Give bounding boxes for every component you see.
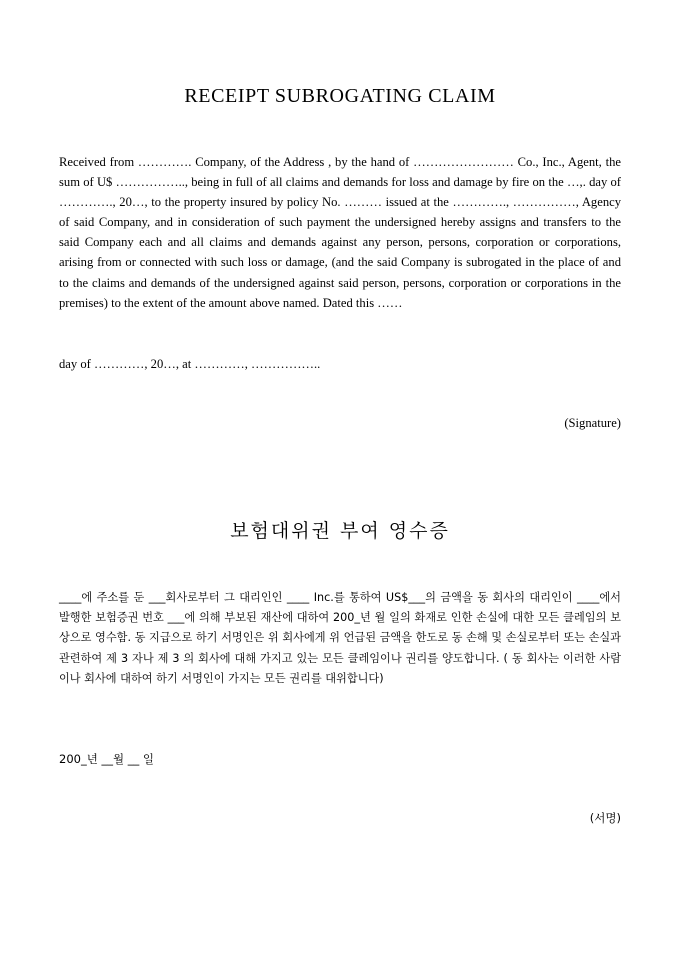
english-day-line: day of …………, 20…, at …………, …………….. (59, 357, 321, 371)
english-signature-label: (Signature) (564, 416, 621, 430)
english-body-paragraph: Received from …………. Company, of the Address , by the hand of …………………… Co., Inc., Agent, the sum of U$ …………….., being in full of all claims and demands for loss and damage by fire on the …,. day of …………., 20…, to the property insured by policy No. ……… issued at the …………., ……………, Agency of said Company, and in consideration of such payment the undersigned hereby assigns and transfers to the said Company each and all claims and demands against any person, persons, corporation or corporations, arising from or connected with such loss or damage, (and the said Company is subrogated in the place of and to the claims and demands of the undersigned against said person, persons, corporation or corporations in the premises) to the extent of the amount above named. Dated this …… (59, 155, 621, 310)
korean-title: 보험대위권 부여 영수증 (230, 520, 450, 542)
korean-signature-label: (서명) (589, 811, 621, 825)
korean-body-paragraph: ____에 주소를 둔 ___회사로부터 그 대리인인 ____ Inc.를 통하여 US$___의 금액을 동 회사의 대리인이 ____에서 발행한 보험증권 번호 ___에 의해 부보된 재산에 대하여 200_년 월 일의 화재로 인한 손실에 대한 모든 클레임의 보상으로 영수함. 동 지급으로 하기 서명인은 위 회사에게 위 언급된 금액을 한도로 동 손해 및 손실로부터 또는 손실과 관련하여 제 3 자나 제 3 의 회사에 대해 가지고 있는 모든 클레임이나 권리를 양도합니다. ( 동 회사는 이러한 사람이나 회사에 대하여 하기 서명인이 가지는 모든 권리를 대위합니다) (59, 591, 621, 685)
korean-date-line: 200_년 __월 __ 일 (59, 752, 154, 766)
english-title: RECEIPT SUBROGATING CLAIM (184, 85, 496, 107)
